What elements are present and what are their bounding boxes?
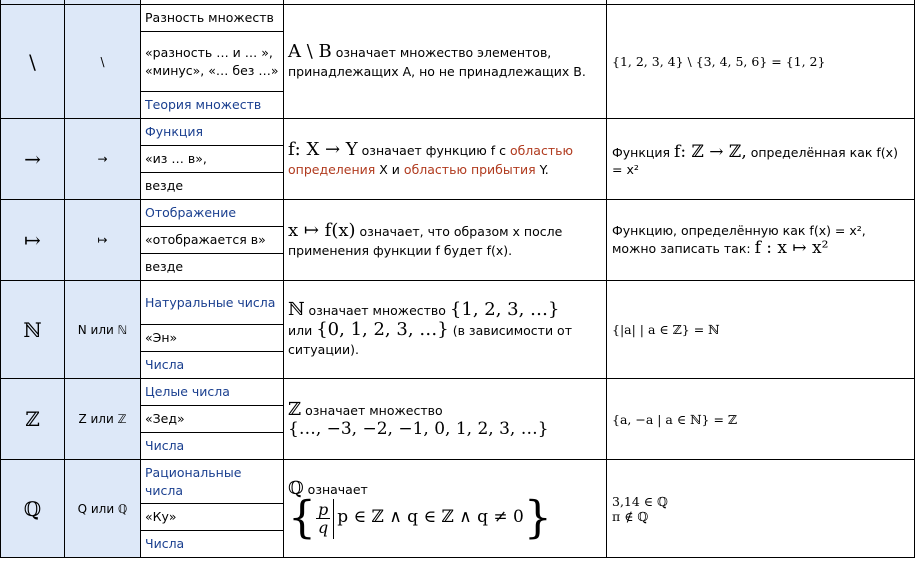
example-cell: {a, −a | a ∈ ℕ} = ℤ: [607, 379, 915, 460]
name-cell: «разность … и … », «минус», «… без …»: [141, 32, 284, 92]
symbol-cell: →: [1, 119, 65, 200]
example-cell: Функция f: ℤ → ℤ, определённая как f(x) = x²: [607, 119, 915, 200]
name-cell: «из … в»,: [141, 146, 284, 173]
description-cell: f: X → Y означает функцию f с областью определения X и областью прибытия Y.: [284, 119, 607, 200]
symbol-cell: ℚ: [1, 460, 65, 558]
unicode-cell: Q или ℚ: [65, 460, 141, 558]
unicode-cell: →: [65, 119, 141, 200]
table-row: [1, 119, 915, 146]
symbol-cell: ℤ: [1, 379, 65, 460]
table-row: [1, 5, 915, 32]
example-cell: Функцию, определённую как f(x) = x², можно записать так: f : x ↦ x²: [607, 200, 915, 281]
category-link[interactable]: Числа: [141, 531, 284, 558]
codomain-link[interactable]: областью прибытия: [403, 161, 536, 177]
unicode-cell: Z или ℤ: [65, 379, 141, 460]
set-builder-formula: { $\frac{p}{q}$ p ∈ ℤ ∧ q ∈ ℤ ∧ q ≠ 0}: [288, 492, 552, 544]
name-cell: везде: [141, 173, 284, 200]
category-link[interactable]: Теория множеств: [141, 92, 284, 119]
unicode-cell: \: [65, 5, 141, 119]
table-row: [1, 281, 915, 325]
mapping-link[interactable]: Отображение: [141, 200, 284, 227]
unicode-cell: N или ℕ: [65, 281, 141, 379]
description-cell: ℚ означает { $\frac{p}{q}$ p ∈ ℤ ∧ q ∈ ℤ ∧ q ≠ 0}: [284, 460, 607, 558]
name-cell: Разность множеств: [141, 5, 284, 32]
domain-link[interactable]: областью определения: [288, 142, 574, 177]
function-link[interactable]: Функция: [141, 119, 284, 146]
name-cell: «отображается в»: [141, 227, 284, 254]
name-cell: «Эн»: [141, 325, 284, 352]
example-cell: {|a| | a ∈ ℤ} = ℕ: [607, 281, 915, 379]
description-cell: ℕ означает множество {1, 2, 3, …} или {0, 1, 2, 3, …} (в зависимости от ситуации).: [284, 281, 607, 379]
unicode-cell: ↦: [65, 200, 141, 281]
description-cell: A \ B означает множество элементов, принадлежащих A, но не принадлежащих B.: [284, 5, 607, 119]
table-row: [1, 379, 915, 406]
symbol-cell: ℕ: [1, 281, 65, 379]
example-cell: {1, 2, 3, 4} \ {3, 4, 5, 6} = {1, 2}: [607, 5, 915, 119]
name-cell: «Ку»: [141, 504, 284, 531]
symbol-cell: \: [1, 5, 65, 119]
table-row: [1, 460, 915, 504]
rationals-link[interactable]: Рациональные числа: [141, 460, 284, 504]
name-cell: везде: [141, 254, 284, 281]
category-link[interactable]: Числа: [141, 352, 284, 379]
integers-link[interactable]: Целые числа: [141, 379, 284, 406]
example-cell: 3,14 ∈ ℚ π ∉ ℚ: [607, 460, 915, 558]
table-row: [1, 200, 915, 227]
naturals-link[interactable]: Натуральные числа: [141, 281, 284, 325]
symbol-cell: ↦: [1, 200, 65, 281]
category-link[interactable]: Числа: [141, 433, 284, 460]
description-cell: ℤ означает множество {…, −3, −2, −1, 0, 1, 2, 3, …}: [284, 379, 607, 460]
name-cell: «Зед»: [141, 406, 284, 433]
description-cell: x ↦ f(x) означает, что образом x после применения функции f будет f(x).: [284, 200, 607, 281]
